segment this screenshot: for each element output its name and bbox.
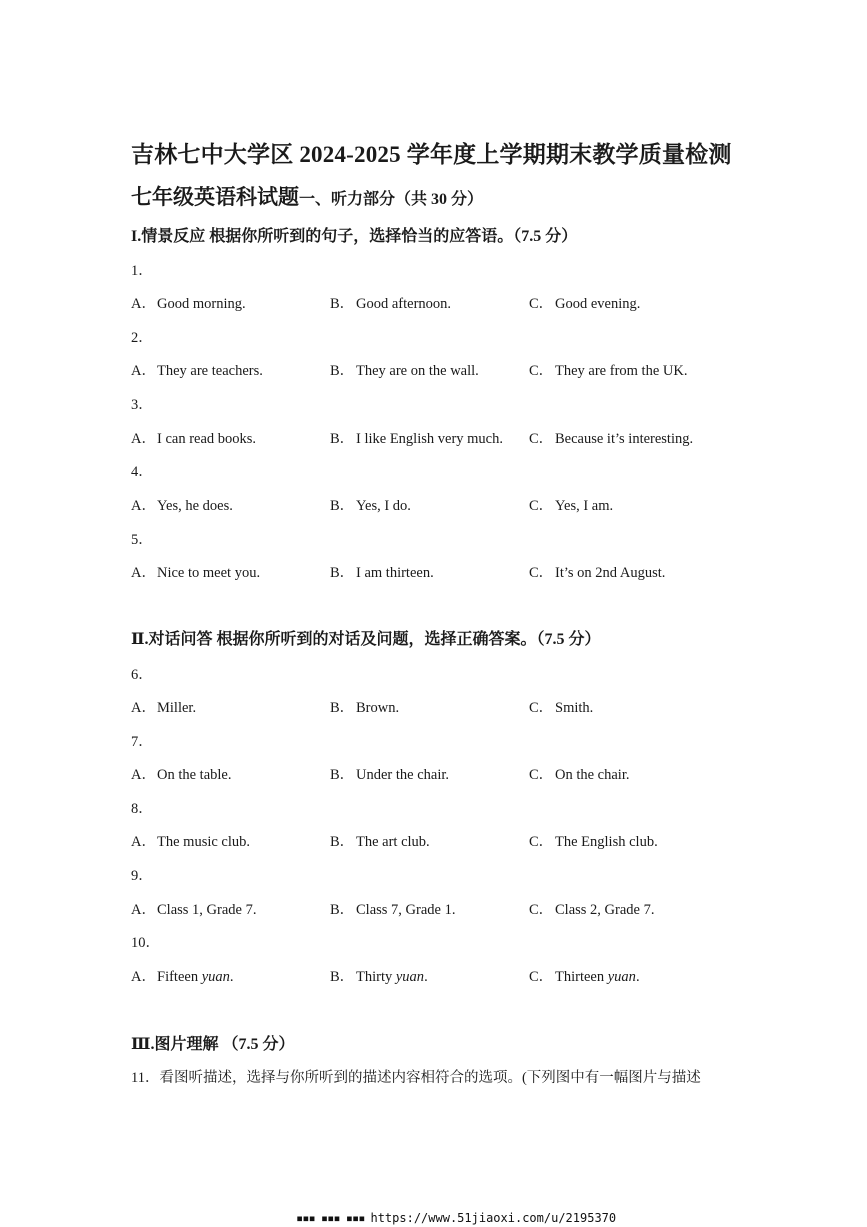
option-c: C． On the chair. [529,767,630,783]
question-number: 2． [131,330,153,346]
option-a: A．They are teachers. [131,363,263,379]
option-c: C． Smith. [529,700,594,716]
option-a: A．Miller. [131,700,197,716]
option-c: C． Yes, I am. [529,498,614,514]
option-c: C． Good evening. [529,296,641,312]
footer-url-link[interactable]: https://www.51jiaoxi.com/u/2195370 [370,1211,617,1225]
section-heading-1: I.情景反应 根据你所听到的句子，选择恰当的应答语。（7.5 分） [131,228,578,245]
footer-dots: ▪▪▪ ▪▪▪ ▪▪▪ [296,1211,365,1225]
footer-watermark [296,1211,616,1225]
subject-title: 七年级英语科试题 [131,185,299,209]
part-title: 一、听力部分（共 30 分） [299,191,484,208]
option-b: B． The art club. [330,834,430,850]
question-number: 10． [131,935,160,951]
question-number: 3． [131,397,153,413]
option-a: A．The music club. [131,834,251,850]
question-number: 7． [131,734,153,750]
section-heading-2: Ⅱ.对话问答 根据你所听到的对话及问题，选择正确答案。（7.5 分） [131,631,601,648]
question-11-text: 11．看图听描述，选择与你所听到的描述内容相符合的选项。(下列图中有一幅图片与描述 [131,1070,701,1086]
option-a: A．Good morning. [131,296,246,312]
option-b: B． Thirty yuan. [330,969,428,985]
option-b: B． I am thirteen. [330,565,434,581]
question-number: 6． [131,667,153,683]
option-b: B． Class 7, Grade 1. [330,902,456,918]
option-c: C． Because it’s interesting. [529,431,694,447]
option-a: A．Nice to meet you. [131,565,261,581]
option-b: B． Good afternoon. [330,296,452,312]
option-a: A．Class 1, Grade 7. [131,902,257,918]
option-b: B． Under the chair. [330,767,450,783]
option-c: C． Class 2, Grade 7. [529,902,655,918]
option-a: A．I can read books. [131,431,257,447]
exam-title: 吉林七中大学区 2024-2025 学年度上学期期末教学质量检测 [131,142,732,167]
option-b: B． They are on the wall. [330,363,479,379]
exam-subtitle [131,181,483,211]
question-number: 8． [131,801,153,817]
option-b: B． Brown. [330,700,400,716]
question-number: 1． [131,263,153,279]
option-b: B． Yes, I do. [330,498,411,514]
section-heading-3: Ⅲ.图片理解 （7.5 分） [131,1036,295,1053]
question-number: 4． [131,464,153,480]
option-a: A．On the table. [131,767,232,783]
option-c: C． They are from the UK. [529,363,688,379]
option-a: A．Yes, he does. [131,498,233,514]
option-a: A．Fifteen yuan. [131,969,234,985]
option-c: C． Thirteen yuan. [529,969,640,985]
question-number: 5． [131,532,153,548]
option-c: C． The English club. [529,834,658,850]
option-c: C． It’s on 2nd August. [529,565,666,581]
option-b: B． I like English very much. [330,431,503,447]
question-number: 9． [131,868,153,884]
